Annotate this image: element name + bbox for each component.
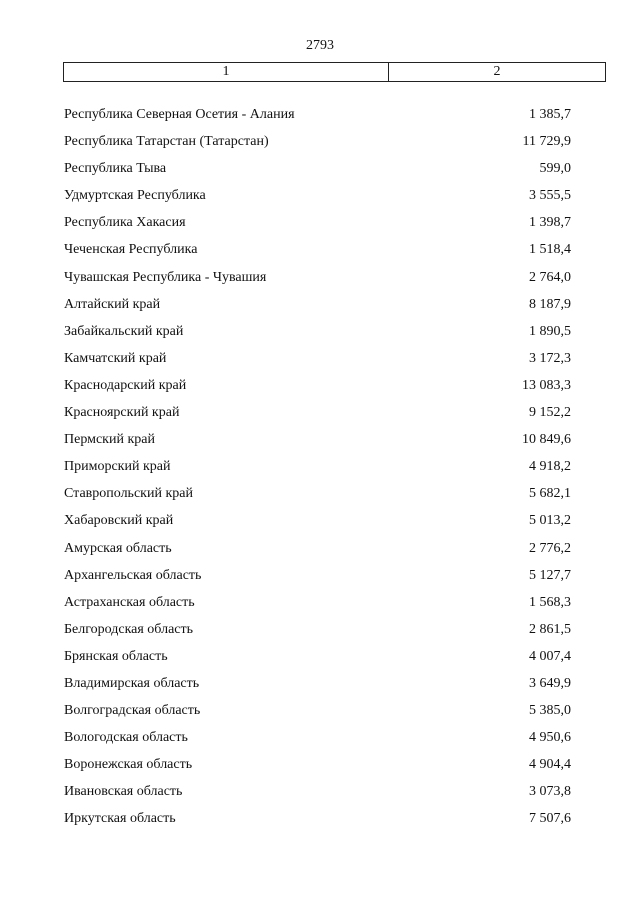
- table-row: [0, 564, 640, 591]
- table-row: [0, 238, 640, 265]
- table-row: [0, 347, 640, 374]
- region-value: 11 729,9: [522, 134, 571, 150]
- region-value: 3 172,3: [529, 350, 571, 366]
- region-name: Волгоградская область: [64, 703, 201, 719]
- table-row: [0, 211, 640, 238]
- table-row: [0, 780, 640, 807]
- region-name: Республика Татарстан (Татарстан): [64, 134, 269, 150]
- region-name: Астраханская область: [64, 594, 195, 610]
- region-value: 10 849,6: [522, 432, 571, 448]
- region-name: Алтайский край: [64, 296, 161, 312]
- column-header-2: 2: [493, 64, 501, 79]
- region-value: 8 187,9: [529, 296, 571, 312]
- region-value: 4 904,4: [529, 757, 571, 773]
- region-value: 1 518,4: [529, 242, 571, 258]
- region-name: Краснодарский край: [64, 377, 187, 393]
- region-value: 2 776,2: [529, 540, 571, 556]
- region-name: Республика Северная Осетия - Алания: [64, 107, 295, 122]
- region-name: Архангельская область: [64, 567, 202, 583]
- table-row: [0, 807, 640, 834]
- region-value: 3 073,8: [529, 784, 571, 800]
- region-value: 5 013,2: [529, 513, 571, 529]
- region-name: Республика Хакасия: [64, 215, 186, 231]
- region-value: 13 083,3: [522, 377, 571, 393]
- table-row: [0, 726, 640, 753]
- region-name: Ивановская область: [64, 784, 183, 800]
- region-value: 4 007,4: [529, 648, 571, 664]
- region-value: 2 764,0: [529, 269, 571, 285]
- table-row: [0, 293, 640, 320]
- region-name: Белгородская область: [64, 621, 194, 637]
- region-name: Пермский край: [64, 432, 155, 448]
- region-name: Чеченская Республика: [64, 242, 198, 258]
- region-name: Красноярский край: [64, 405, 180, 421]
- region-name: Удмуртская Республика: [64, 188, 206, 204]
- region-name: Приморский край: [64, 459, 171, 475]
- region-value: 3 555,5: [529, 188, 571, 204]
- region-name: Забайкальский край: [64, 323, 184, 339]
- table-row: [0, 672, 640, 699]
- region-value: 1 890,5: [529, 323, 571, 339]
- column-header-1: 1: [64, 63, 389, 81]
- region-value: 1 568,3: [529, 594, 571, 610]
- region-value: 1 398,7: [529, 215, 571, 231]
- region-name: Амурская область: [64, 540, 172, 556]
- table-row: [0, 618, 640, 645]
- region-name: Чувашская Республика - Чувашия: [64, 269, 267, 285]
- region-name: Брянская область: [64, 648, 168, 664]
- region-name: Воронежская область: [64, 757, 193, 773]
- table-row: [0, 266, 640, 293]
- table-row: [0, 103, 640, 130]
- table-row: [0, 401, 640, 428]
- region-name: Хабаровский край: [64, 513, 174, 529]
- data-table: [0, 103, 640, 835]
- table-row: [0, 374, 640, 401]
- region-value: 4 918,2: [529, 459, 571, 475]
- table-row: [0, 753, 640, 780]
- region-name: Иркутская область: [64, 811, 176, 827]
- region-value: 5 127,7: [529, 567, 571, 583]
- table-row: [0, 591, 640, 618]
- region-value: 2 861,5: [529, 621, 571, 637]
- table-row: [0, 509, 640, 536]
- region-value: 5 682,1: [529, 486, 571, 502]
- table-row: [0, 455, 640, 482]
- region-value: 7 507,6: [529, 811, 571, 827]
- region-value: 9 152,2: [529, 405, 571, 421]
- region-name: Вологодская область: [64, 730, 188, 746]
- table-row: [0, 482, 640, 509]
- region-name: Республика Тыва: [64, 161, 167, 177]
- table-row: [0, 130, 640, 157]
- table-row: [0, 157, 640, 184]
- region-value: 4 950,6: [529, 730, 571, 746]
- page-number: 2793: [306, 38, 334, 53]
- region-value: 1 385,7: [529, 107, 571, 122]
- region-name: Ставропольский край: [64, 486, 193, 502]
- region-value: 3 649,9: [529, 675, 571, 691]
- table-header: [63, 62, 606, 82]
- region-name: Владимирская область: [64, 675, 200, 691]
- table-row: [0, 320, 640, 347]
- region-value: 5 385,0: [529, 703, 571, 719]
- table-row: [0, 184, 640, 211]
- table-row: [0, 428, 640, 455]
- region-name: Камчатский край: [64, 350, 167, 366]
- table-row: [0, 699, 640, 726]
- table-row: [0, 537, 640, 564]
- table-row: [0, 645, 640, 672]
- region-value: 599,0: [539, 161, 571, 177]
